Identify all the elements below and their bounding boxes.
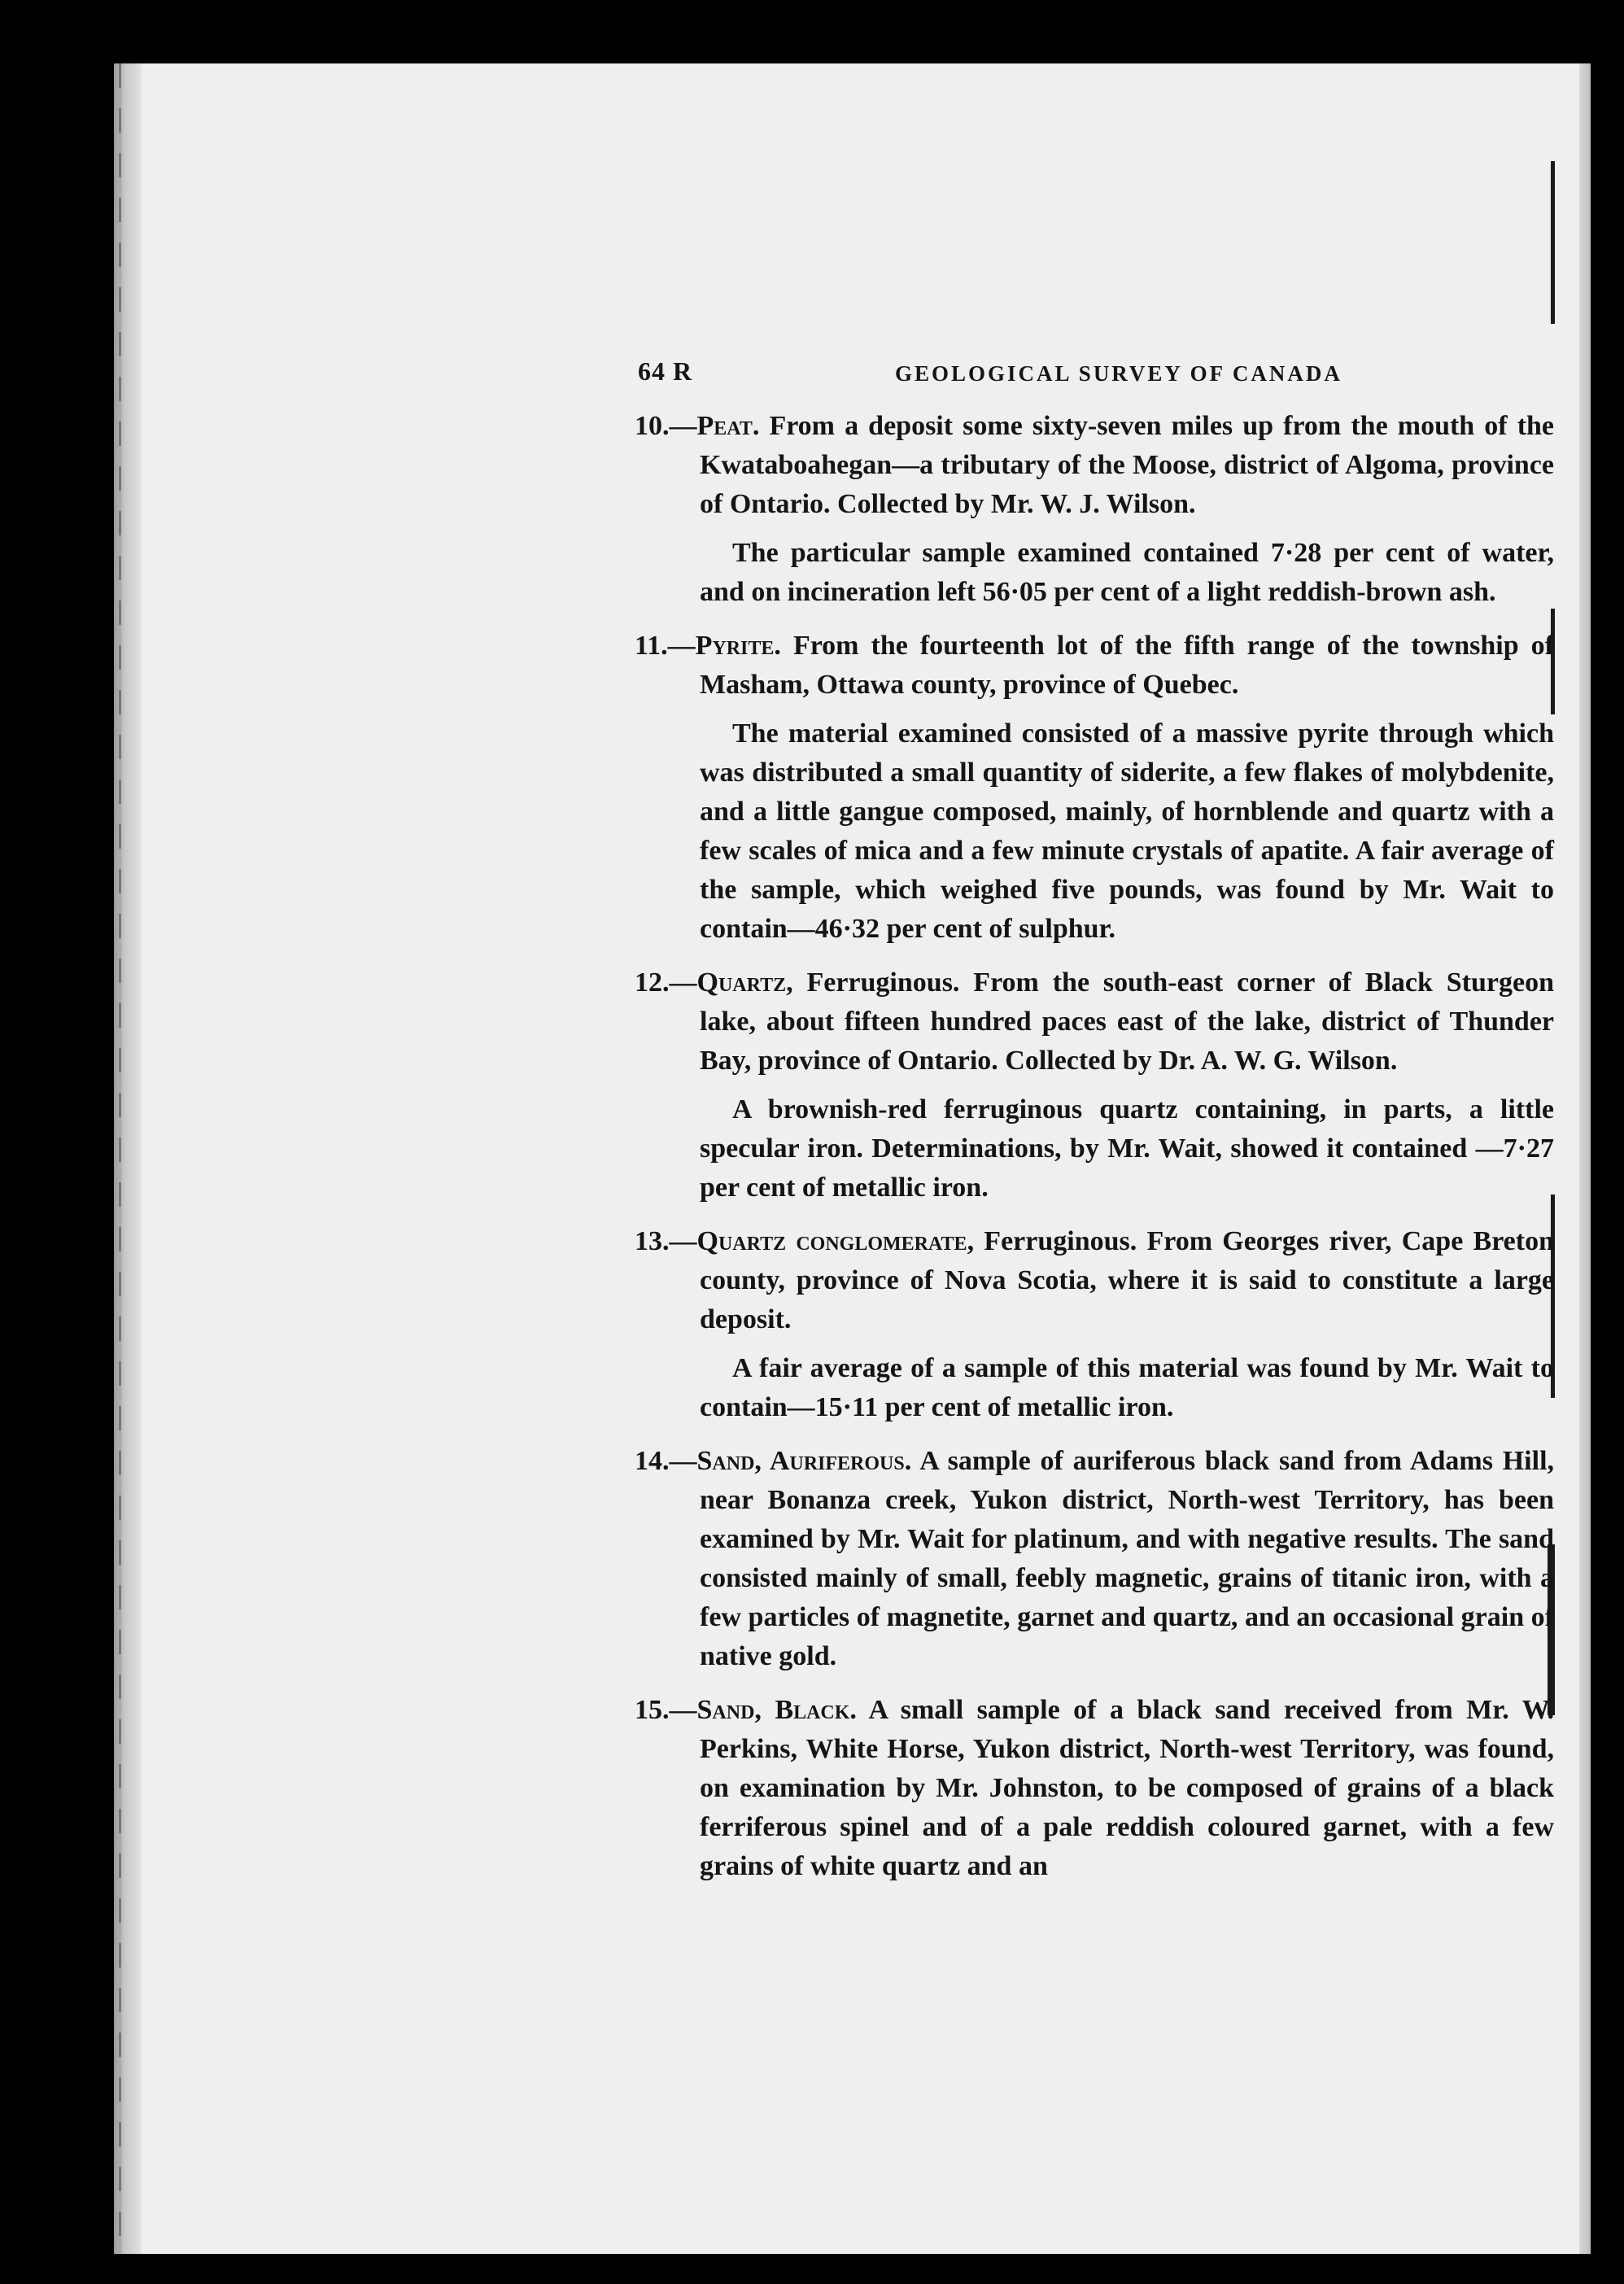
entry-subtitle: Ferruginous. (984, 1226, 1137, 1256)
entry-detail: The material examined consisted of a massive pyrite through which was distributed a small quantity of siderite, a few flakes of molybdenite, and a little gangue composed, mainly, of hornblende and quartz with a few scales of mica and a few minute crystals of apatite. A fair average of the sample, which weighed five pounds, was found by Mr. Wait to contain—46·32 per cent of sulphur. (700, 718, 1554, 944)
entry (635, 407, 1554, 612)
entry-heading (635, 627, 1554, 705)
entry (635, 1691, 1554, 1886)
page-text (635, 356, 1554, 1901)
entry (635, 627, 1554, 949)
entry-name: Peat. (696, 411, 760, 441)
entry-number: 11.— (635, 631, 696, 661)
entry-name: Pyrite. (695, 631, 781, 661)
entry-text: A small sample of a black sand received from Mr. W. Perkins, White Horse, Yukon district, North-west Territory, was found, on examination by Mr. Johnston, to be composed of grains of a black ferriferous spinel and of a pale reddish coloured garnet, with a few grains of white quartz and an (700, 1695, 1554, 1881)
entry-name: Sand, Auriferous. (696, 1446, 912, 1476)
page-number: 64 R (638, 356, 693, 386)
binding-mark (1551, 161, 1555, 324)
entry-number: 15.— (635, 1695, 697, 1725)
page-gutter (114, 63, 142, 2254)
entry-detail: A brownish-red ferruginous quartz containing, in parts, a little specular iron. Determinations, by Mr. Wait, showed it contained —7·27 per cent of metallic iron. (700, 1094, 1554, 1203)
entry-text: From the fourteenth lot of the fifth range of the township of Masham, Ottawa county, province of Quebec. (700, 631, 1554, 700)
running-title: GEOLOGICAL SURVEY OF CANADA (895, 361, 1342, 386)
entry-number: 14.— (635, 1446, 697, 1476)
entry (635, 1442, 1554, 1676)
entry-name: Quartz, (696, 967, 793, 998)
entry-text: From Georges river, Cape Breton county, province of Nova Scotia, where it is said to constitute a large deposit. (700, 1226, 1554, 1334)
entry-heading (635, 963, 1554, 1081)
entry-detail: The particular sample examined contained 7·28 per cent of water, and on incineration left 56·05 per cent of a light reddish-brown ash. (700, 538, 1554, 607)
entry-heading (635, 1691, 1554, 1886)
entry-number: 13.— (635, 1226, 697, 1256)
entry-subtitle: Ferruginous. (806, 967, 960, 998)
entry-name: Quartz conglomerate, (696, 1226, 975, 1256)
entry-heading (635, 407, 1554, 524)
entry-heading (635, 1222, 1554, 1339)
entry-number: 12.— (635, 967, 697, 998)
entry (635, 963, 1554, 1208)
entry (635, 1222, 1554, 1427)
page-right-edge (1579, 63, 1591, 2254)
entry-text: A sample of auriferous black sand from Adams Hill, near Bonanza creek, Yukon district, North-west Territory, has been examined by Mr. Wait for platinum, and with negative results. The sand consisted mainly of small, feebly magnetic, grains of titanic iron, with a few particles of magnetite, garnet and quartz, and an occasional grain of native gold. (700, 1446, 1555, 1671)
book-page (114, 63, 1591, 2254)
entry-name: Sand, Black. (696, 1695, 857, 1725)
entry-text: From a deposit some sixty-seven miles up from the mouth of the Kwataboahegan—a tributary of the Moose, district of Algoma, province of Ontario. Collected by Mr. W. J. Wilson. (700, 411, 1555, 519)
entry-heading (635, 1442, 1554, 1676)
entry-number: 10.— (635, 411, 697, 441)
running-head (635, 356, 1554, 392)
entry-detail: A fair average of a sample of this material was found by Mr. Wait to contain—15·11 per cent of metallic iron. (700, 1353, 1554, 1422)
entry-text: From the south-east corner of Black Sturgeon lake, about fifteen hundred paces east of the lake, district of Thunder Bay, province of Ontario. Collected by Dr. A. W. G. Wilson. (700, 967, 1554, 1076)
